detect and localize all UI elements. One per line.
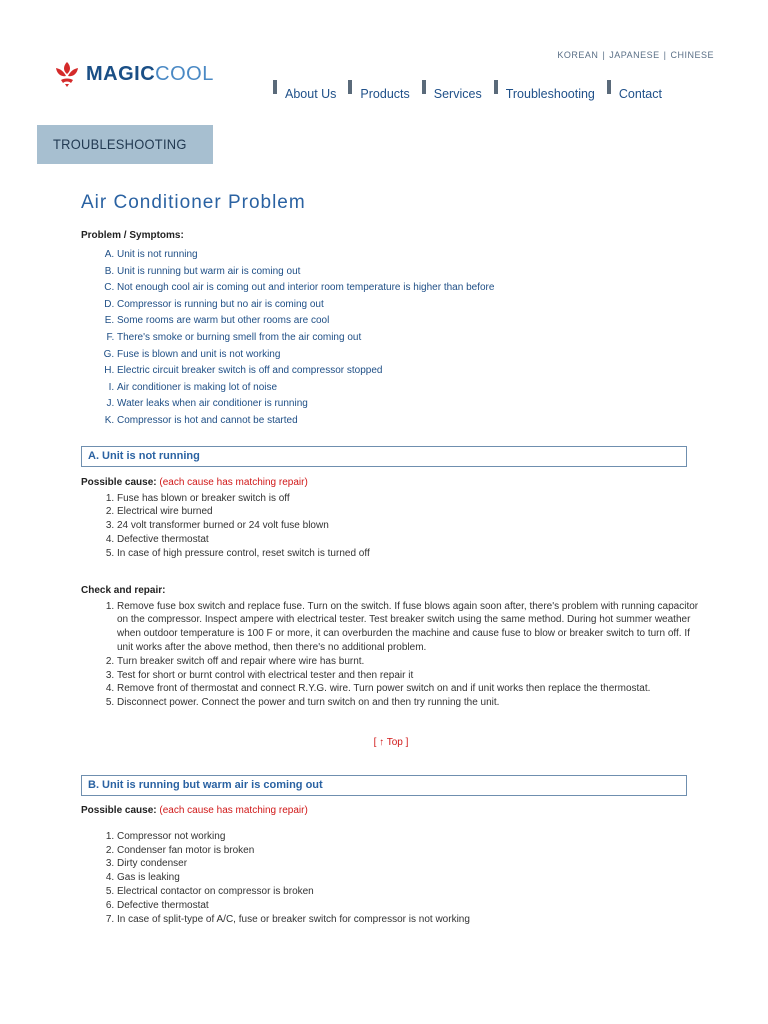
nav-contact[interactable]	[607, 80, 662, 101]
nav-products[interactable]	[348, 80, 409, 101]
problem-item[interactable]: D. Compressor is running but no air is coming out	[117, 297, 701, 314]
problem-item[interactable]: J. Water leaks when air conditioner is running	[117, 396, 701, 413]
nav-label: Services	[433, 87, 482, 101]
top-bracket-close: ]	[405, 736, 409, 748]
problem-item[interactable]: F. There's smoke or burning smell from the air coming out	[117, 330, 701, 347]
nav-troubleshooting[interactable]	[494, 80, 595, 101]
problem-item[interactable]: G. Fuse is blown and unit is not working	[117, 347, 701, 364]
language-links: KOREAN | JAPANESE | CHINESE	[557, 50, 714, 60]
top-bracket-open: [	[373, 736, 377, 748]
cause-item: 4. Defective thermostat	[117, 533, 701, 547]
nav-marker	[494, 80, 498, 94]
top-link[interactable]	[81, 737, 701, 748]
repair-list	[81, 600, 701, 710]
problem-item[interactable]: H. Electric circuit breaker switch is off and compressor stopped	[117, 363, 701, 380]
cause-note: (each cause has matching repair)	[159, 804, 308, 816]
banner-title: TROUBLESHOOTING	[53, 136, 187, 152]
cause-item: 1. Fuse has blown or breaker switch is off	[117, 492, 701, 506]
section-b-header	[81, 775, 687, 796]
cause-item: 1. Compressor not working	[117, 830, 701, 844]
cause-item: 7. In case of split-type of A/C, fuse or breaker switch for compressor is not working	[117, 913, 701, 927]
nav-services[interactable]	[422, 80, 482, 101]
nav-marker	[607, 80, 611, 94]
problem-item[interactable]: I. Air conditioner is making lot of noise	[117, 380, 701, 397]
repair-item: 3. Test for short or burnt control with electrical tester and then repair it	[117, 669, 701, 683]
logo-text-magic: MAGIC	[86, 62, 156, 85]
nav-label: About Us	[285, 87, 337, 101]
main-nav	[273, 80, 674, 101]
nav-about-us[interactable]	[273, 80, 336, 101]
cause-label	[81, 805, 701, 816]
problem-item[interactable]: K. Compressor is hot and cannot be started	[117, 413, 701, 430]
cause-label	[81, 477, 701, 488]
section-b-title: B. Unit is running but warm air is coming out	[88, 778, 323, 791]
magicool-logo-icon	[54, 60, 80, 88]
nav-marker	[422, 80, 426, 94]
section-banner	[37, 125, 213, 164]
nav-label: Contact	[618, 87, 662, 101]
cause-item: 4. Gas is leaking	[117, 871, 701, 885]
top-label: Top	[386, 736, 403, 748]
nav-marker	[273, 80, 277, 94]
problem-item[interactable]: B. Unit is running but warm air is coming out	[117, 264, 701, 281]
repair-item: 1. Remove fuse box switch and replace fuse. Turn on the switch. If fuse blows again soon after, there's problem with running capacitor on the compressor. Inspect ampere with electrical tester. Test breaker switch using the same method. During hot summer weather when outdoor temperature is 100 F or more, it can overburden the machine and cause fuse to blow or breaker switch to turn off. If unit works after the above method, then there's no additional problem.	[117, 600, 701, 655]
up-arrow-icon: ↑	[379, 736, 385, 748]
logo-text-cool-c: C	[155, 62, 171, 85]
nav-marker	[348, 80, 352, 94]
page-title: Air Conditioner Problem	[81, 192, 306, 213]
lang-chinese-link[interactable]: CHINESE	[670, 50, 714, 60]
problem-item[interactable]: E. Some rooms are warm but other rooms are cool	[117, 313, 701, 330]
cause-item: 2. Condenser fan motor is broken	[117, 844, 701, 858]
logo-text-cool: OOL	[170, 62, 214, 85]
nav-label: Troubleshooting	[505, 87, 595, 101]
cause-list	[81, 830, 701, 927]
lang-korean-link[interactable]: KOREAN	[557, 50, 599, 60]
lang-japanese-link[interactable]: JAPANESE	[609, 50, 660, 60]
cause-note: (each cause has matching repair)	[159, 476, 308, 488]
logo[interactable]	[54, 60, 214, 88]
repair-item: 2. Turn breaker switch off and repair where wire has burnt.	[117, 655, 701, 669]
cause-item: 6. Defective thermostat	[117, 899, 701, 913]
main-content	[81, 230, 701, 926]
cause-label-text: Possible cause:	[81, 804, 157, 816]
nav-label: Products	[360, 87, 410, 101]
cause-item: 3. Dirty condenser	[117, 857, 701, 871]
cause-list	[81, 492, 701, 561]
cause-item: 5. In case of high pressure control, reset switch is turned off	[117, 547, 701, 561]
section-a-header	[81, 446, 687, 467]
repair-item: 4. Remove front of thermostat and connect R.Y.G. wire. Turn power switch on and if unit works then replace the thermostat.	[117, 682, 701, 696]
cause-item: 5. Electrical contactor on compressor is broken	[117, 885, 701, 899]
cause-item: 2. Electrical wire burned	[117, 505, 701, 519]
section-a-title: A. Unit is not running	[88, 449, 200, 462]
repair-label: Check and repair:	[81, 584, 166, 596]
problem-item[interactable]: A. Unit is not running	[117, 247, 701, 264]
cause-item: 3. 24 volt transformer burned or 24 volt fuse blown	[117, 519, 701, 533]
repair-item: 5. Disconnect power. Connect the power and turn switch on and then try running the unit.	[117, 696, 701, 710]
problem-list	[81, 247, 701, 430]
problems-label: Problem / Symptoms:	[81, 230, 184, 241]
cause-label-text: Possible cause:	[81, 476, 157, 488]
problem-item[interactable]: C. Not enough cool air is coming out and interior room temperature is higher than before	[117, 280, 701, 297]
